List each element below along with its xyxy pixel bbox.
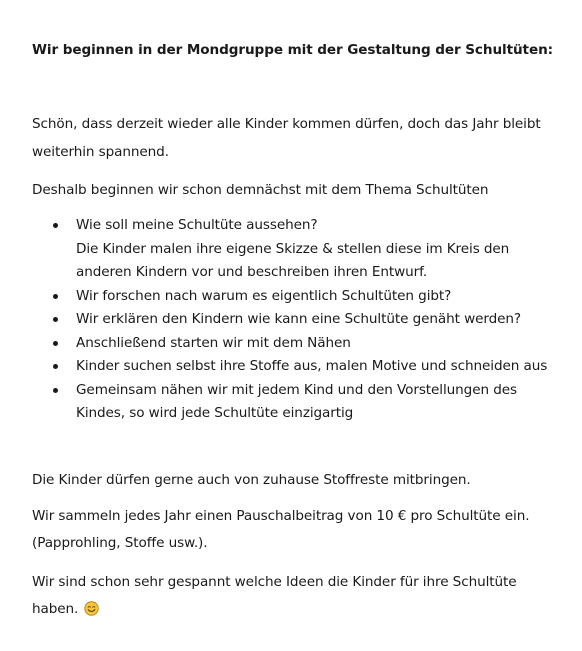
fee-line-2: (Papprohling, Stoffe usw.). [32, 535, 208, 551]
bullet-dot [53, 388, 58, 393]
list-item-text: Wir erklären den Kindern wie kann eine Schultüte genäht werden? [76, 311, 522, 327]
closing-line-2 [32, 599, 99, 619]
list-item [50, 379, 547, 426]
closing-text: haben. [32, 601, 79, 617]
list-item-text: Wir forschen nach warum es eigentlich Schultüten gibt? [76, 287, 452, 304]
intro-line-2: weiterhin spannend. [32, 144, 169, 160]
fee-line-1: Wir sammeln jedes Jahr einen Pauschalbeitrag von 10 € pro Schultüte ein. [32, 508, 530, 524]
list-item [50, 332, 547, 356]
closing-line-1: Wir sind schon sehr gespannt welche Ideen die Kinder für ihre Schultüte [32, 574, 517, 590]
list-item-text: Kinder suchen selbst ihre Stoffe aus, malen Motive und schneiden aus [76, 358, 548, 374]
intro-line-1: Schön, dass derzeit wieder alle Kinder kommen dürfen, doch das Jahr bleibt [32, 116, 541, 132]
list-item [50, 355, 547, 379]
list-item-subtext: anderen Kindern vor und beschreiben ihren Entwurf. [76, 264, 428, 280]
bullet-dot [53, 341, 58, 346]
bullet-dot [53, 317, 58, 322]
list-item-text: Anschließend starten wir mit dem Nähen [76, 334, 351, 351]
list-item-subtext: Die Kinder malen ihre eigene Skizze & stellen diese im Kreis den [76, 240, 510, 257]
bullet-dot [53, 223, 58, 228]
list-item-text: Gemeinsam nähen wir mit jedem Kind und den Vorstellungen des [76, 381, 517, 398]
materials-paragraph: Die Kinder dürfen gerne auch von zuhause Stoffreste mitbringen. [32, 472, 471, 488]
bullet-list [50, 214, 547, 426]
smiley-emoji-icon [84, 601, 99, 616]
bullet-dot [53, 364, 58, 369]
list-item-subtext: Kindes, so wird jede Schultüte einzigartig [76, 405, 354, 421]
bullet-dot [53, 294, 58, 299]
list-item [50, 214, 547, 285]
list-item [50, 285, 547, 309]
list-item [50, 308, 547, 332]
list-item-text: Wie soll meine Schultüte aussehen? [76, 217, 318, 233]
lead-paragraph: Deshalb beginnen wir schon demnächst mit dem Thema Schultüten [32, 182, 489, 198]
page-title: Wir beginnen in der Mondgruppe mit der Gestaltung der Schultüten: [32, 42, 553, 58]
